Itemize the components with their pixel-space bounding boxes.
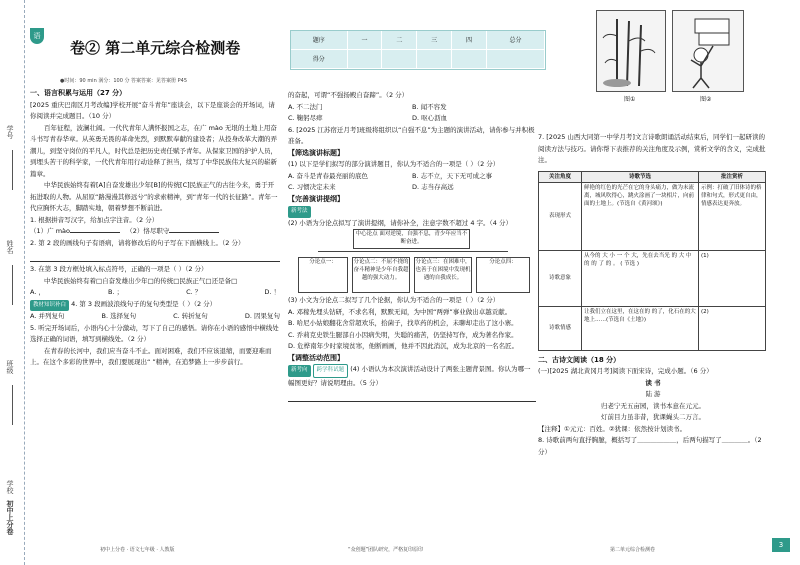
score-input[interactable] xyxy=(347,49,382,68)
question-text: 的奋起，可谓“不强扬殿自奋蹄”。（2 分） xyxy=(288,91,409,99)
right-column xyxy=(538,132,768,532)
binding-spine xyxy=(0,0,25,565)
page-title: 卷② 第二单元综合检测卷 xyxy=(70,39,241,57)
question-text: 7. [2025 山西大同第一中学月考]文言诗歌朗诵活动结束后，同学们一起研读的阅读方法与技巧。请你帮下表推荐的关注角度及示例，赏析文学的含义，完成批注。 xyxy=(538,133,766,164)
question-text: 3. 在第 3 段方框处填入标点符号，正确的一项是（ ）（2 分） xyxy=(30,265,208,273)
option[interactable]: B. 闻不容发 xyxy=(412,102,447,111)
score-input[interactable] xyxy=(486,49,544,68)
score-cell: 题序 xyxy=(291,31,347,49)
poem-title: 读 书 xyxy=(645,378,661,387)
poem-line: 灯前目力虽非昔，犹课蝇头二万言。 xyxy=(601,413,705,421)
score-table xyxy=(290,30,546,70)
new-direction-tag: 新考向 xyxy=(288,365,311,377)
option[interactable]: D. 危桦南年少时家境贫寒，他断画画，他并不因此消沉，成为北京的一名名匠。 xyxy=(288,342,519,350)
score-cell: 一 xyxy=(347,31,382,49)
answer-line[interactable] xyxy=(30,249,280,262)
spine-line xyxy=(12,265,14,305)
option[interactable]: A. 不二法门 xyxy=(288,102,323,111)
option[interactable]: A. 奋斗是青春最亮丽的底色 xyxy=(288,171,368,180)
question-text: (2) 小语为分论点拟写了演讲提纲，请你补全，注意字数不超过 4 字。（4 分） xyxy=(288,218,512,227)
figure-caption: 图② xyxy=(700,96,712,103)
option[interactable]: A. ， xyxy=(30,288,45,296)
section-heading: 二、古诗文阅读（18 分） xyxy=(538,355,621,364)
spine-logo: 初中上分卷 xyxy=(6,500,14,535)
question-text: 4. 第 3 段画波浪线句子的复句类型是（ ）（2 分） xyxy=(71,299,217,308)
cross-subject-tag: 跨学科试题 xyxy=(313,364,349,378)
table-cell: 示例：打破了旧体诗的格律和句式，形式更自由，情感表达更奔放。 xyxy=(699,182,766,250)
question-text: 1. 根据拼音写汉字，给加点字注音。（2 分） xyxy=(30,215,159,224)
mind-map xyxy=(288,229,536,295)
score-input[interactable] xyxy=(417,49,452,68)
bamboo-icon xyxy=(597,11,665,91)
figure-caption: 图① xyxy=(624,96,636,103)
table-header: 关注角度 xyxy=(539,171,582,182)
option[interactable]: C. ？ xyxy=(186,288,202,296)
option[interactable]: B. 选择复句 xyxy=(101,312,137,320)
knowledge-tag: 教材知识补白 xyxy=(30,300,69,312)
option[interactable]: B. 志不立，天下无可成之事 xyxy=(412,171,493,180)
score-cell: 总分 xyxy=(486,31,544,49)
question-sentence: 中华民族始终有着□自奋发雄出少年□的传统□民族正气□还是备□ xyxy=(44,276,238,285)
subject-badge: 语 xyxy=(30,28,44,44)
option[interactable]: A. 邓稼先埋头钻研，不求名利，默默无闻，为中国“两弹”事业做出卓越贡献。 xyxy=(288,307,512,316)
score-cell: 四 xyxy=(452,31,487,49)
option[interactable]: C. 鞠躬尽瘁 xyxy=(288,114,323,122)
table-cell: 鲜艳的红色的光芒在它的身头痛力，做为未流离，城风吹得心，跳火涂画了一块相片，向前面的土地上。(节选自《黄河颂》) xyxy=(582,182,699,250)
mind-map-center: 中心论点 面对逆境，自强不息，青少年应当不断奋进。 xyxy=(353,229,470,249)
poetry-table xyxy=(538,171,766,351)
spine-label-name: 姓名 xyxy=(6,240,14,254)
option[interactable]: D. 志当存高远 xyxy=(412,183,454,191)
exam-meta: ●时间：90 min 满分：100 分 答案答案：见答案册 P45 xyxy=(60,78,188,84)
option[interactable]: D. ！ xyxy=(264,288,280,296)
mind-map-connector xyxy=(318,251,508,252)
table-answer-cell[interactable]: (2) xyxy=(699,306,766,350)
table-cell: 从今的 大 小 一 个 大，先在去当光 的 大 中 的 的 了 的 。 ( 节选 ) xyxy=(582,250,699,306)
poem-note: 【注释】①元元：百姓。②犹课：依然按计划读书。 xyxy=(538,424,687,433)
option[interactable]: C. 转折复句 xyxy=(173,312,208,320)
question-text: 2. 第 2 段的画线句子有语病，请将修改后的句子写在下面横线上。（2 分） xyxy=(30,238,245,247)
option[interactable]: A. 并列复句 xyxy=(30,312,65,320)
table-cell: 表现形式 xyxy=(539,182,582,250)
table-answer-cell[interactable]: (1) xyxy=(699,250,766,306)
table-header: 批注赏析 xyxy=(699,171,766,182)
person-lifting-icon xyxy=(673,11,743,91)
table-cell: 让我们立在这里，在这在的 的了，化石在的大地上……(节选自《土地》) xyxy=(582,306,699,350)
section-heading: 一、语言积累与运用（27 分） xyxy=(30,89,127,97)
footer-middle: “众创题”团队研究，严格复印原印 xyxy=(348,547,424,553)
spine-label-school: 学校 xyxy=(6,480,14,494)
person-lifting-illustration xyxy=(672,10,744,92)
question-text: 6. [2025 江苏宿迁月考]班级将组织以“自强不息”为主题的演讲活动，请你参与并积极准备。 xyxy=(288,125,535,145)
middle-column xyxy=(288,90,536,540)
score-input[interactable] xyxy=(382,49,417,68)
question-text: 8. 诗歌前两句直抒胸臆，概括写了＿＿＿＿＿＿，后两句描写了＿＿＿＿。（2 分） xyxy=(538,436,762,456)
score-input[interactable] xyxy=(452,49,487,68)
table-cell: 诗歌情感 xyxy=(539,306,582,350)
spine-label-class: 班级 xyxy=(6,360,14,374)
answer-blank[interactable] xyxy=(169,232,219,233)
score-cell: 得分 xyxy=(291,49,347,68)
table-cell: 诗歌意象 xyxy=(539,250,582,306)
answer-blank[interactable] xyxy=(70,232,120,233)
sub-heading: 【调整活动范围】 xyxy=(288,353,344,362)
intro-text: [2025 重庆巴南区月考改编]学校开展“奋斗青年”座谈会，以下是座谈会的开场词，请你阅读并完成题目。（10 分） xyxy=(30,100,275,120)
answer-label: （1）广 mào xyxy=(30,227,70,235)
question-text: (4) 小语认为本次演讲活动设计了两张主题背景图。你认为哪一幅图更好？请说明理由。（5 分） xyxy=(288,365,531,387)
footer-right: 第二单元综合检测卷 xyxy=(610,547,656,553)
left-column xyxy=(30,88,280,538)
passage-paragraph: 百年征程，波澜壮阔。一代代青年人满怀报国之志，在广 mào 无垠的土地上用奋斗书写青春华章。从英勇无畏的革命先烈，到默默奉献的建设者；从投身改革大潮的弄潮儿，到坚守岗位的平凡人，时代总是把历史责任赋予青年。从保家卫国的护护人员，到埋头苦干的科学家，一代代青年用行动诠释了担当，续写了中华民族伟大复兴的崭新篇章。 xyxy=(30,123,277,178)
question-text: (一)[2025 湖北黄冈月考]阅读下面宋诗，完成小题。（6 分） xyxy=(538,367,713,375)
passage-paragraph: 中华民族始终有着[A]自奋发雄出少年[B]的传统[C]民族正气的古往今来，勇于开拓进取的人物。从屈原“路漫漫其修远兮”的求索精神，到“青年一代的长征路”。青年一代应胸怀大志，脚踏实地，朝着梦想不断前进。 xyxy=(30,181,278,212)
question-passage: 在青春的长河中，我们应当奋斗不止。面对困难，我们不应该退缩，而要迎难而上。在这个多彩的世界中，我们要展现出“ ”精神，在追梦路上一步步前行。 xyxy=(30,346,272,366)
option[interactable]: C. 乔莉克史铁生腿部自小因病失明，失聪的痛苦，仍坚持写作，成为著名作家。 xyxy=(288,330,518,339)
poem-line: 归老宁无五亩园，读书本意在元元。 xyxy=(601,401,705,410)
spine-line xyxy=(12,385,14,425)
page-number: 3 xyxy=(772,538,790,552)
spine-label-id: 学号 xyxy=(6,125,14,139)
option[interactable]: B. 哈尼小姑娘翻花舍常超欢乐，拾菌子，找草药的机会，未聊却走出了这小寨。 xyxy=(288,319,518,327)
question-text: (3) 小文为分论点二拟写了几个论据，你认为不适合的一项是（ ）（2 分） xyxy=(288,296,500,304)
spine-line xyxy=(12,150,14,190)
sub-heading: 【筛选演讲标题】 xyxy=(288,148,344,157)
new-method-tag: 新考法 xyxy=(288,206,311,218)
question-text: 5. 听完开场词后，小语内心十分激动，写下了自己的感悟。请你在小语的感悟中横线处选择正确的词语，填写到横线处。（2 分） xyxy=(30,323,279,343)
answer-label: （2）恪尽职守 xyxy=(126,227,170,235)
option[interactable]: D. 因果复句 xyxy=(244,312,280,320)
sub-heading: 【完善演讲提纲】 xyxy=(288,194,344,203)
mind-map-branch[interactable]: 分论点一： xyxy=(298,257,348,293)
option[interactable]: D. 呕心沥血 xyxy=(412,114,448,122)
bamboo-illustration xyxy=(596,10,666,92)
question-text: (1) 以下是学们拟写的部分演讲题目，你认为不适合的一项是（ ）（2 分） xyxy=(288,160,500,168)
score-cell: 三 xyxy=(417,31,452,49)
footer-left: 初中上分卷 · 语文七年级 · 人教版 xyxy=(100,547,175,553)
option[interactable]: B. ； xyxy=(108,288,124,296)
score-cell: 二 xyxy=(382,31,417,49)
mind-map-branch: 分论点二：不屈不挠的奋斗精神是少年自我超越的强大动力。 xyxy=(352,257,410,293)
mind-map-branch[interactable]: 分论点四： xyxy=(476,257,530,293)
answer-line[interactable] xyxy=(288,389,536,402)
option[interactable]: C. 习惯决定未来 xyxy=(288,183,336,191)
mind-map-branch: 分论点三：在困难中，也善于在困境中发现机遇的自我成长。 xyxy=(414,257,472,293)
poem-author: 陆 游 xyxy=(645,390,661,398)
table-header: 诗歌节选 xyxy=(582,171,699,182)
